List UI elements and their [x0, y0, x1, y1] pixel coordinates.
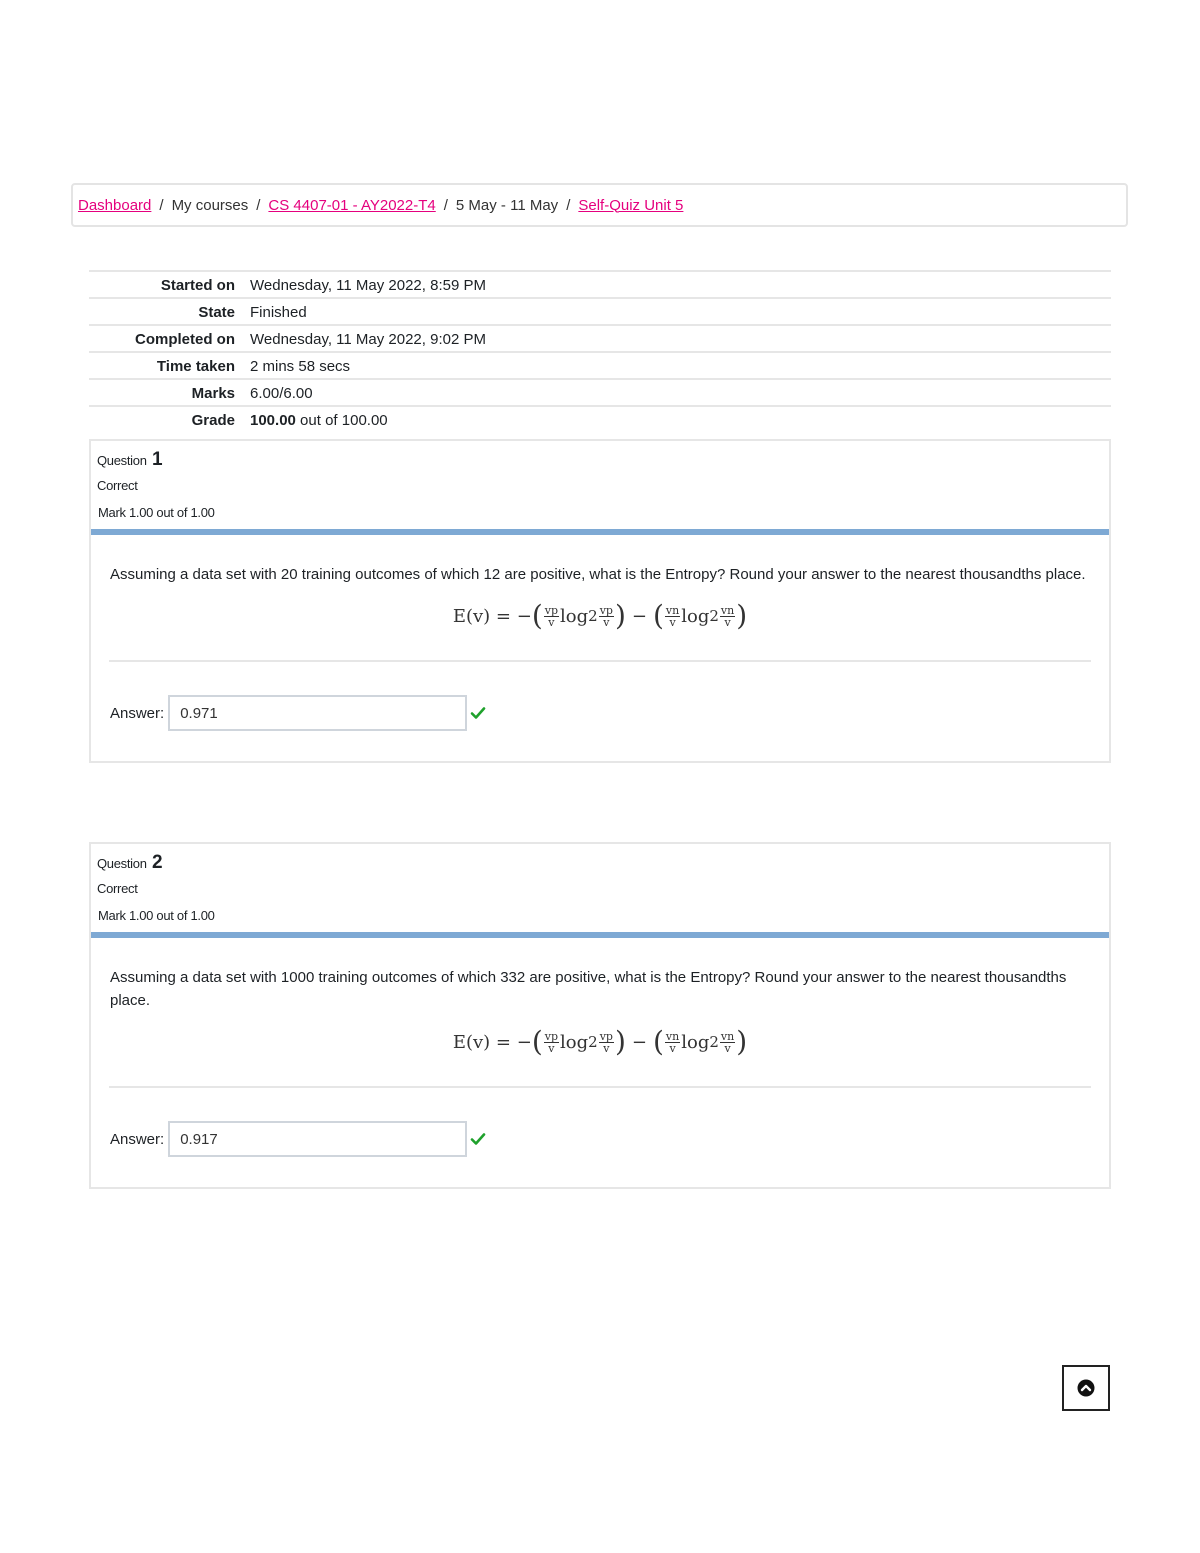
question-number — [97, 852, 162, 874]
fraction-denominator: v — [724, 615, 731, 629]
formula-paren: ) — [614, 1025, 626, 1058]
fraction-numerator: vp — [599, 1029, 613, 1043]
question-2 — [89, 842, 1111, 1189]
question-mark: Mark 1.00 out of 1.00 — [98, 505, 215, 520]
breadcrumb-separator: / — [159, 196, 164, 214]
formula-log-base: 2 — [709, 1033, 719, 1051]
formula-log-base: 2 — [588, 1033, 598, 1051]
question-label: Question — [97, 856, 147, 871]
formula-paren: ) — [614, 599, 626, 632]
summary-row — [89, 325, 1111, 352]
fraction-denominator: v — [548, 615, 555, 629]
formula-log-base: 2 — [588, 607, 598, 625]
check-icon — [470, 705, 486, 721]
formula-log-base: 2 — [709, 607, 719, 625]
question-1 — [89, 439, 1111, 763]
summary-value: Wednesday, 11 May 2022, 8:59 PM — [250, 276, 486, 294]
fraction-denominator: v — [603, 615, 610, 629]
breadcrumb-section: 5 May - 11 May — [455, 196, 559, 214]
fraction-numerator: vn — [720, 1029, 735, 1043]
entropy-formula — [91, 598, 1109, 634]
formula-fraction — [665, 605, 680, 628]
formula-lhs: E(v) = − — [452, 1031, 532, 1053]
formula-fraction — [720, 605, 735, 628]
formula-paren: ( — [652, 599, 664, 632]
summary-value: 2 mins 58 secs — [250, 357, 351, 375]
fraction-numerator: vp — [599, 603, 613, 617]
question-number — [97, 449, 162, 471]
back-to-top-button[interactable] — [1062, 1365, 1110, 1411]
formula-lhs: E(v) = − — [452, 605, 532, 627]
fraction-numerator: vp — [544, 603, 559, 617]
summary-value: 6.00/6.00 — [250, 384, 313, 402]
question-state: Correct — [97, 881, 138, 896]
formula-fraction — [544, 1031, 559, 1054]
breadcrumb-separator: / — [566, 196, 571, 214]
grade-score: 100.00 — [250, 411, 296, 429]
formula-log: log — [560, 1031, 589, 1053]
formula-log: log — [681, 1031, 710, 1053]
formula-fraction — [720, 1031, 735, 1054]
summary-value — [250, 406, 1111, 432]
fraction-denominator: v — [603, 1041, 610, 1055]
question-number-value: 1 — [151, 449, 163, 470]
answer-input[interactable] — [168, 695, 467, 731]
summary-label: State — [198, 303, 235, 321]
formula-fraction — [544, 605, 559, 628]
summary-label: Grade — [191, 411, 235, 429]
quiz-summary-table — [89, 270, 1111, 432]
answer-row — [91, 1088, 1109, 1187]
formula-log: log — [681, 605, 710, 627]
fraction-numerator: vn — [665, 603, 680, 617]
fraction-numerator: vp — [544, 1029, 559, 1043]
summary-label: Completed on — [135, 330, 235, 348]
check-icon — [470, 1131, 486, 1147]
arrow-up-circle-icon — [1077, 1379, 1095, 1397]
formula-paren: ( — [652, 1025, 664, 1058]
formula-paren: ( — [531, 1025, 543, 1058]
formula-paren: ( — [531, 599, 543, 632]
formula-fraction — [665, 1031, 680, 1054]
grade-out-of: out of 100.00 — [295, 411, 388, 429]
breadcrumb — [71, 183, 1128, 227]
fraction-denominator: v — [724, 1041, 731, 1055]
answer-row — [91, 662, 1109, 761]
summary-label: Started on — [160, 276, 235, 294]
question-number-value: 2 — [151, 852, 163, 873]
summary-label: Time taken — [156, 357, 235, 375]
formula-fraction — [599, 1031, 614, 1054]
summary-row — [89, 406, 1111, 432]
fraction-denominator: v — [669, 1041, 676, 1055]
breadcrumb-quiz-link[interactable]: Self-Quiz Unit 5 — [578, 196, 684, 214]
question-text: Assuming a data set with 1000 training outcomes of which 332 are positive, what is the Entropy? Round your answer to the nearest thousandths place. — [110, 969, 1067, 1009]
question-mark: Mark 1.00 out of 1.00 — [98, 908, 215, 923]
question-label: Question — [97, 453, 147, 468]
summary-row — [89, 298, 1111, 325]
summary-label: Marks — [191, 384, 235, 402]
fraction-denominator: v — [669, 615, 676, 629]
formula-minus: − — [631, 605, 647, 627]
breadcrumb-course-link[interactable]: CS 4407-01 - AY2022-T4 — [268, 196, 436, 214]
entropy-formula — [91, 1024, 1109, 1060]
answer-label: Answer: — [110, 1130, 165, 1148]
breadcrumb-dashboard-link[interactable]: Dashboard — [78, 196, 152, 214]
question-state: Correct — [97, 478, 138, 493]
question-text: Assuming a data set with 20 training outcomes of which 12 are positive, what is the Entropy? Round your answer to the nearest thousandths place. — [110, 566, 1086, 583]
formula-log: log — [560, 605, 589, 627]
formula-minus: − — [631, 1031, 647, 1053]
summary-value: Wednesday, 11 May 2022, 9:02 PM — [250, 330, 486, 348]
summary-row — [89, 271, 1111, 298]
breadcrumb-my-courses: My courses — [171, 196, 249, 214]
summary-row — [89, 379, 1111, 406]
fraction-denominator: v — [548, 1041, 555, 1055]
formula-paren: ) — [736, 1025, 748, 1058]
summary-row — [89, 352, 1111, 379]
fraction-numerator: vn — [720, 603, 735, 617]
formula-paren: ) — [736, 599, 748, 632]
answer-input[interactable] — [168, 1121, 467, 1157]
fraction-numerator: vn — [665, 1029, 680, 1043]
answer-label: Answer: — [110, 704, 165, 722]
breadcrumb-separator: / — [256, 196, 261, 214]
question-info — [91, 441, 1109, 529]
summary-value: Finished — [250, 303, 307, 321]
formula-fraction — [599, 605, 614, 628]
breadcrumb-separator: / — [443, 196, 448, 214]
question-info — [91, 844, 1109, 932]
